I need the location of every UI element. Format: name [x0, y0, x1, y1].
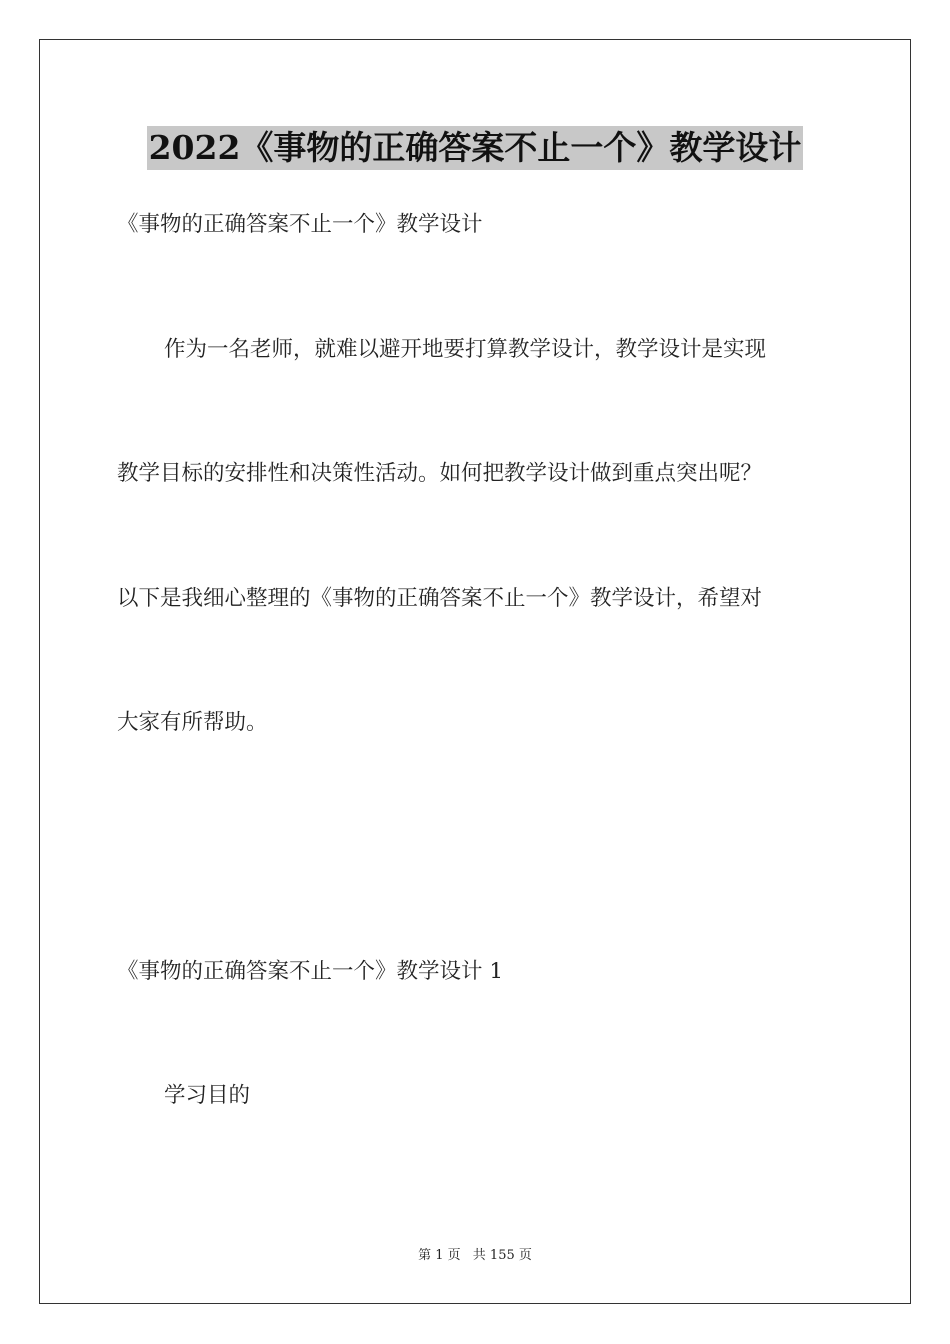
page-footer — [0, 1247, 950, 1265]
intro-line-1: 作为一名老师，就难以避开地要打算教学设计，教学设计是实现 — [164, 337, 767, 362]
subsection-heading: 学习目的 — [164, 1083, 251, 1108]
intro-line-2: 教学目标的安排性和决策性活动。如何把教学设计做到重点突出呢？ — [117, 461, 763, 486]
document-subtitle: 《事物的正确答案不止一个》教学设计 — [117, 212, 483, 237]
intro-line-3: 以下是我细心整理的《事物的正确答案不止一个》教学设计，希望对 — [117, 586, 763, 611]
section-heading: 《事物的正确答案不止一个》教学设计 1 — [117, 959, 504, 984]
document-title-text: 2022《事物的正确答案不止一个》教学设计 — [147, 126, 804, 170]
page-number-current: 第 1 页 — [418, 1248, 461, 1263]
document-title — [0, 126, 950, 170]
intro-line-4: 大家有所帮助。 — [117, 710, 268, 735]
page-number-total: 共 155 页 — [472, 1248, 532, 1263]
